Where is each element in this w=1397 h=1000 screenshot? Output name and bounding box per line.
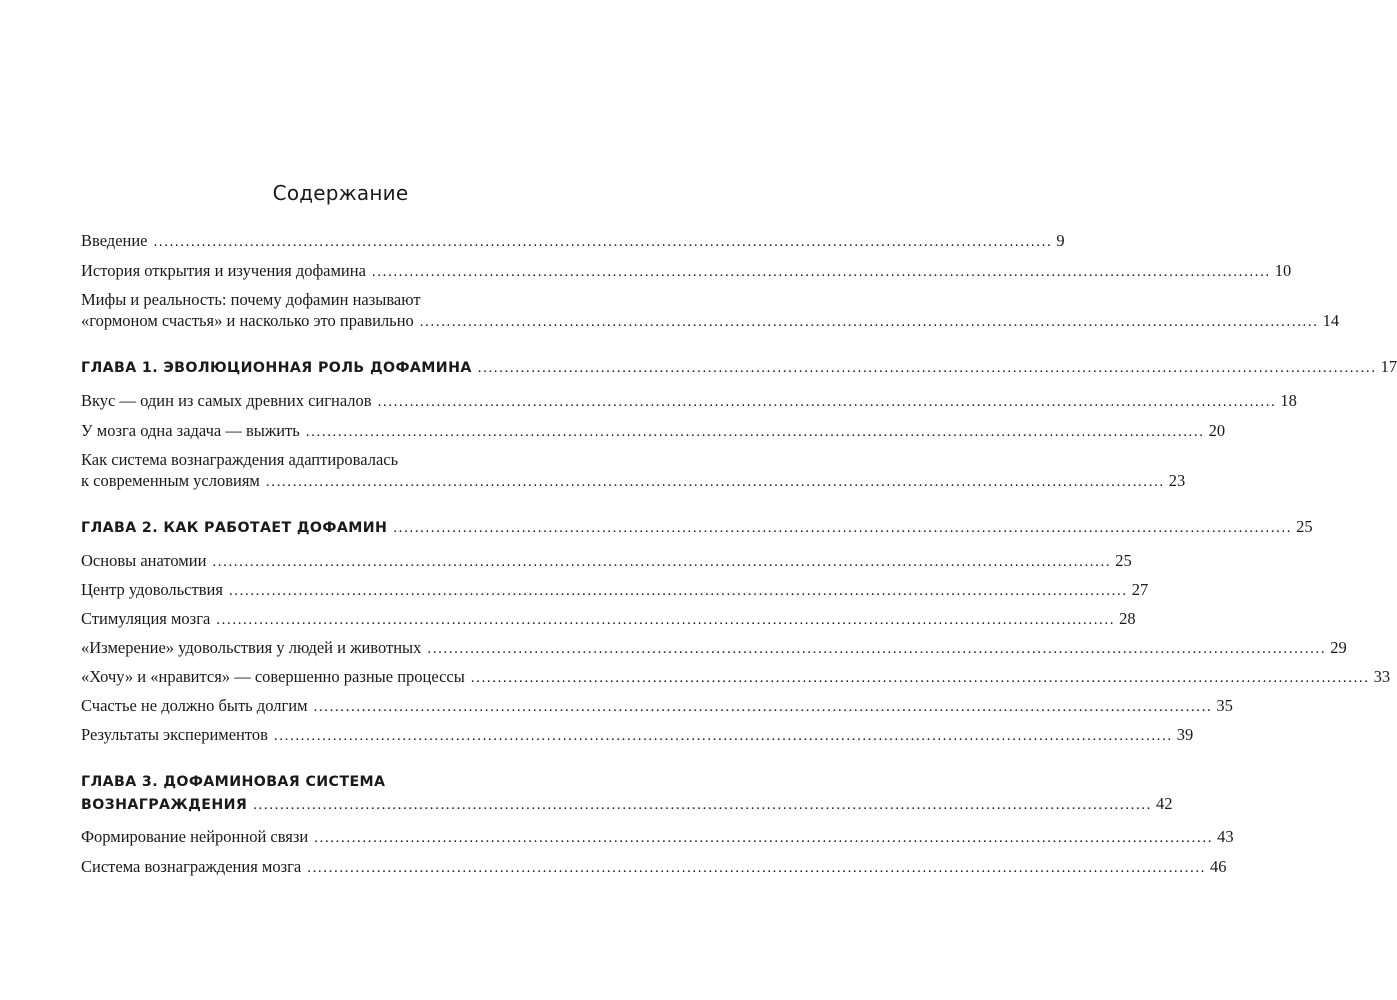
toc-entry-text: Основы анатомии xyxy=(81,551,207,570)
toc-entry-text: «гормоном счастья» и насколько это правильно xyxy=(81,311,414,330)
dot-leader: ........................................................................................................................................................................ xyxy=(314,830,1214,846)
toc-page-number: 28 xyxy=(1119,609,1136,628)
toc-chapter-text: ВОЗНАГРАЖДЕНИЯ xyxy=(81,797,248,813)
toc-page-number: 42 xyxy=(1156,794,1173,813)
toc-page-number: 39 xyxy=(1176,725,1194,744)
toc-entry-happiness xyxy=(81,695,1233,718)
toc-page-number: 14 xyxy=(1322,311,1340,330)
toc-entry-introduction xyxy=(81,230,1065,253)
dot-leader: ........................................................................................................................................................................ xyxy=(305,424,1205,440)
dot-leader: ........................................................................................................................................................................ xyxy=(212,554,1112,570)
toc-entry-text: Как система вознаграждения адаптировалась xyxy=(81,450,399,469)
toc-page-number: 43 xyxy=(1217,827,1234,846)
toc-entry-text: Стимуляция мозга xyxy=(81,609,211,628)
toc-entry-survive xyxy=(81,420,1226,443)
toc-entry-text: Центр удовольствия xyxy=(81,580,223,599)
toc-entry-myths xyxy=(81,289,1340,333)
toc-entry-text: «Измерение» удовольствия у людей и животных xyxy=(81,638,422,657)
toc-entry-history xyxy=(81,260,1292,283)
dot-leader: ........................................................................................................................................................................ xyxy=(427,641,1327,657)
toc-chapter-3 xyxy=(81,772,1173,816)
toc-page-number: 27 xyxy=(1131,580,1149,599)
toc-page-number: 29 xyxy=(1330,638,1347,657)
toc-chapter-text: ГЛАВА 2. КАК РАБОТАЕТ ДОФАМИН xyxy=(81,520,388,536)
dot-leader: ........................................................................................................................................................................ xyxy=(470,670,1370,686)
toc-page-number: 10 xyxy=(1274,261,1292,280)
toc-entry-text: к современным условиям xyxy=(81,471,260,490)
toc-entry-measurement xyxy=(81,637,1347,660)
dot-leader: ........................................................................................................................................................................ xyxy=(313,699,1213,715)
toc-page-number: 46 xyxy=(1210,857,1227,876)
toc-page-number: 20 xyxy=(1208,421,1226,440)
toc-page-number: 18 xyxy=(1280,391,1297,410)
dot-leader: ........................................................................................................................................................................ xyxy=(371,264,1271,280)
toc-entry-reward-system xyxy=(81,856,1227,879)
toc-entry-anatomy xyxy=(81,550,1132,573)
toc-entry-text: Формирование нейронной связи xyxy=(81,827,309,846)
dot-leader: ........................................................................................................................................................................ xyxy=(265,474,1165,490)
dot-leader: ........................................................................................................................................................................ xyxy=(393,520,1293,536)
dot-leader: ........................................................................................................................................................................ xyxy=(419,314,1319,330)
toc-page-number: 17 xyxy=(1380,357,1397,376)
toc-entry-brain-stimulation xyxy=(81,608,1136,631)
toc-chapter-text: ГЛАВА 1. ЭВОЛЮЦИОННАЯ РОЛЬ ДОФАМИНА xyxy=(81,360,472,376)
toc-entry-adaptation xyxy=(81,449,1186,493)
dot-leader: ........................................................................................................................................................................ xyxy=(477,360,1377,376)
toc-entry-text: Система вознаграждения мозга xyxy=(81,857,302,876)
toc-entry-text: История открытия и изучения дофамина xyxy=(81,261,366,280)
toc-title: Содержание xyxy=(272,181,409,205)
dot-leader: ........................................................................................................................................................................ xyxy=(377,394,1277,410)
toc-page-number: 35 xyxy=(1216,696,1233,715)
toc-entry-taste xyxy=(81,390,1297,413)
toc-page-number: 9 xyxy=(1056,231,1065,250)
toc-entry-text: Счастье не должно быть долгим xyxy=(81,696,308,715)
dot-leader: ........................................................................................................................................................................ xyxy=(307,860,1207,876)
toc-chapter-text: ГЛАВА 3. ДОФАМИНОВАЯ СИСТЕМА xyxy=(81,774,386,790)
toc-entry-text: Вкус — один из самых древних сигналов xyxy=(81,391,372,410)
toc-entry-want-like xyxy=(81,666,1391,689)
dot-leader: ........................................................................................................................................................................ xyxy=(153,234,1053,250)
toc-entry-text: Результаты экспериментов xyxy=(81,725,268,744)
dot-leader: ........................................................................................................................................................................ xyxy=(228,583,1128,599)
toc-chapter-1 xyxy=(81,356,1397,379)
toc-entry-text: Мифы и реальность: почему дофамин называют xyxy=(81,290,421,309)
toc-page-number: 33 xyxy=(1373,667,1391,686)
toc-page-number: 23 xyxy=(1168,471,1186,490)
toc-chapter-2 xyxy=(81,516,1313,539)
toc-page-number: 25 xyxy=(1296,517,1313,536)
dot-leader: ........................................................................................................................................................................ xyxy=(273,728,1173,744)
toc-page-number: 25 xyxy=(1115,551,1132,570)
dot-leader: ........................................................................................................................................................................ xyxy=(253,797,1153,813)
toc-entry-text: Введение xyxy=(81,231,148,250)
toc-entry-text: «Хочу» и «нравится» — совершенно разные процессы xyxy=(81,667,465,686)
toc-entry-text: У мозга одна задача — выжить xyxy=(81,421,300,440)
toc-entry-neural-connection xyxy=(81,826,1234,849)
toc-entry-results xyxy=(81,724,1194,747)
toc-entry-pleasure-center xyxy=(81,579,1149,602)
dot-leader: ........................................................................................................................................................................ xyxy=(216,612,1116,628)
